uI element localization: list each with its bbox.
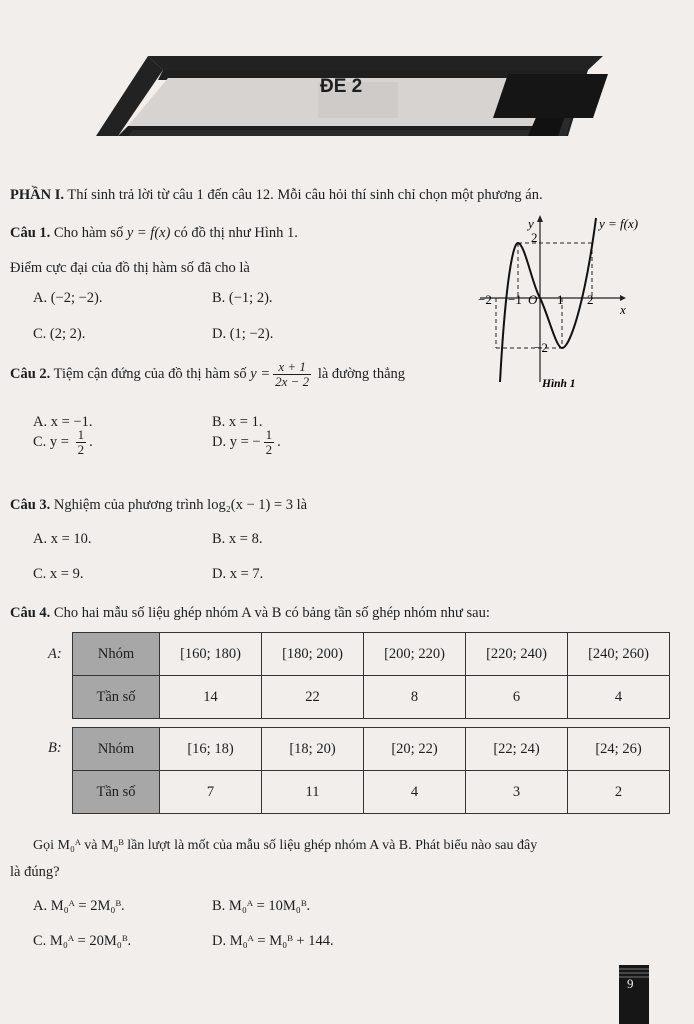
fraction-numerator: 1 (77, 427, 85, 442)
fraction-numerator: 1 (265, 427, 273, 442)
table-cell: [220; 240) (466, 633, 568, 676)
table-cell: [240; 260) (568, 633, 670, 676)
y-axis-label: y (528, 216, 534, 231)
x-tick-1: 1 (557, 292, 564, 307)
table-cell: [18; 20) (262, 728, 364, 771)
table-header-cell: Tần số (73, 771, 160, 814)
fraction-numerator: x + 1 (273, 360, 311, 375)
q1-option-d: D. (1; −2). (212, 326, 274, 342)
part1-instructions: Thí sinh trả lời từ câu 1 đến câu 12. Mỗi câu hỏi thí sinh chỉ chọn một phương án. (67, 187, 543, 203)
question-label: Câu 2. (10, 365, 51, 382)
q2-option-b: B. x = 1. (212, 414, 263, 430)
q3-option-d: D. x = 7. (212, 566, 264, 582)
q1-option-c: C. (2; 2). (33, 326, 86, 342)
q3-option-c: C. x = 9. (33, 566, 84, 582)
question-text: Nghiệm của phương trình log₂(x − 1) = 3 là (53, 497, 308, 513)
figure-caption: Hình 1 (542, 378, 576, 390)
y-tick-2: 2 (531, 230, 538, 245)
q2-option-a: A. x = −1. (33, 414, 93, 430)
table-header-cell: Nhóm (73, 728, 160, 771)
table-cell: 8 (364, 676, 466, 719)
question-text: có đồ thị như Hình 1. (174, 225, 298, 241)
table-row (73, 771, 670, 814)
question-1 (10, 225, 298, 242)
question-2 (10, 360, 405, 389)
table-cell: 2 (568, 771, 670, 814)
question-4 (10, 605, 490, 622)
y-tick-neg2: −2 (534, 340, 548, 355)
table-cell: [22; 24) (466, 728, 568, 771)
question-text: là đường thẳng (317, 365, 406, 382)
table-row (73, 676, 670, 719)
figure-1-graph (470, 212, 660, 397)
frequency-table-b (72, 727, 670, 814)
q4-question-line2: là đúng? (10, 864, 60, 880)
table-header-cell: Nhóm (73, 633, 160, 676)
table-cell: [180; 200) (262, 633, 364, 676)
table-header-cell: Tần số (73, 676, 160, 719)
y-axis-arrow (537, 215, 543, 222)
table-row (73, 728, 670, 771)
q4-option-b: B. M₀ᴬ = 10M₀ᴮ. (212, 898, 311, 914)
q2-option-d: D. y = − $\frac{1}{2}$ . (212, 427, 281, 457)
table-cell: 22 (262, 676, 364, 719)
fraction-y-eq: y = (250, 365, 271, 382)
q4-option-c: C. M₀ᴬ = 20M₀ᴮ. (33, 933, 132, 949)
q4-option-a: A. M₀ᴬ = 2M₀ᴮ. (33, 898, 125, 914)
q1-option-a: A. (−2; −2). (33, 290, 103, 306)
option-text: D. y = − (212, 433, 261, 450)
page-number: 9 (627, 976, 634, 991)
q1-option-b: B. (−1; 2). (212, 290, 273, 306)
x-tick-neg2: −2 (478, 292, 492, 307)
page-number-tab (619, 965, 649, 1024)
q3-option-b: B. x = 8. (212, 531, 263, 547)
question-label: Câu 1. (10, 225, 51, 241)
function-formula: y = f(x) (126, 225, 171, 241)
table-cell: 3 (466, 771, 568, 814)
table-cell: 4 (568, 676, 670, 719)
origin-label: O (528, 292, 538, 307)
option-text: C. y = (33, 433, 73, 450)
question-3 (10, 497, 307, 514)
question-text: Tiệm cận đứng của đồ thị hàm số (53, 365, 247, 382)
q4-question-line1: Gọi M₀ᴬ và M₀ᴮ lần lượt là mốt của mẫu số liệu ghép nhóm A và B. Phát biểu nào sau đây (33, 838, 538, 853)
fraction (76, 428, 87, 457)
q3-option-a: A. x = 10. (33, 531, 92, 547)
question-label: Câu 4. (10, 605, 51, 621)
table-cell: 7 (160, 771, 262, 814)
question-text: Cho hai mẫu số liệu ghép nhóm A và B có bảng tần số ghép nhóm như sau: (53, 605, 490, 621)
fraction (273, 360, 311, 389)
curve-label: y = f(x) (599, 216, 639, 231)
table-cell: 11 (262, 771, 364, 814)
table-cell: [160; 180) (160, 633, 262, 676)
table-b-label: B: (48, 740, 62, 756)
part1-heading-line (10, 187, 543, 204)
x-tick-2: 2 (587, 292, 594, 307)
table-a-label: A: (48, 646, 62, 662)
table-cell: [200; 220) (364, 633, 466, 676)
table-row (73, 633, 670, 676)
q4-option-d: D. M₀ᴬ = M₀ᴮ + 144. (212, 933, 334, 949)
question-text: Cho hàm số (53, 225, 124, 241)
frequency-table-a (72, 632, 670, 719)
x-axis-label: x (620, 302, 626, 317)
question-label: Câu 3. (10, 497, 51, 513)
table-cell: [16; 18) (160, 728, 262, 771)
fraction-denominator: 2 (77, 442, 85, 457)
question-1-line2: Điểm cực đại của đồ thị hàm số đã cho là (10, 260, 250, 276)
table-cell: 14 (160, 676, 262, 719)
table-cell: 6 (466, 676, 568, 719)
table-cell: 4 (364, 771, 466, 814)
page-title: ĐỀ 2 (320, 76, 363, 97)
fraction-denominator: 2 (265, 442, 273, 457)
fraction-denominator: 2x − 2 (275, 374, 310, 389)
q2-option-c: C. y = $\frac{1}{2}$ . (33, 427, 93, 457)
table-cell: [24; 26) (568, 728, 670, 771)
fraction (264, 428, 275, 457)
x-tick-neg1: −1 (508, 292, 522, 307)
part1-heading: PHẦN I. (10, 187, 64, 203)
x-axis-arrow (620, 295, 626, 301)
table-cell: [20; 22) (364, 728, 466, 771)
